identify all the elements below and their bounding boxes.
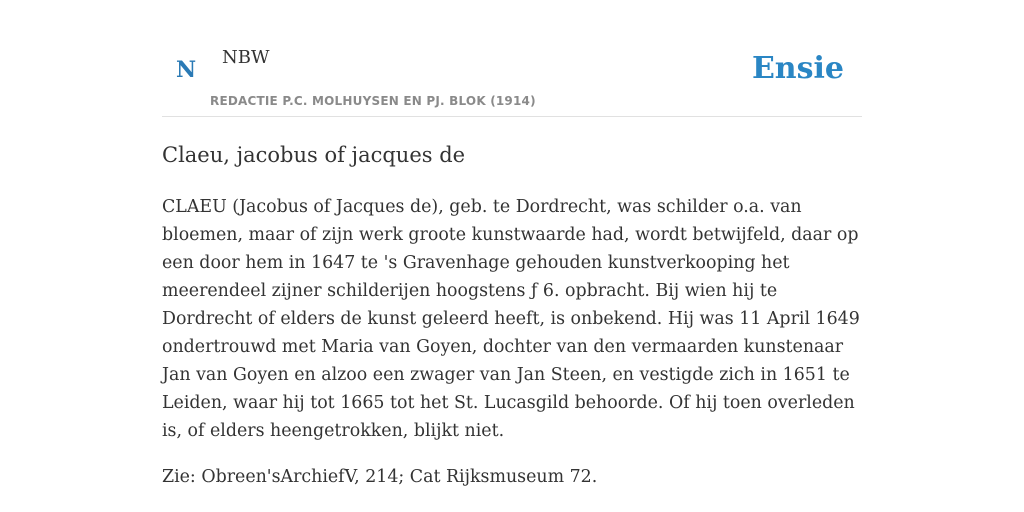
source-subtitle: REDACTIE P.C. MOLHUYSEN EN PJ. BLOK (1914): [210, 94, 536, 108]
source-header: [162, 0, 862, 117]
article-reference: Zie: Obreen'sArchiefV, 214; Cat Rijksmuseum 72.: [162, 467, 598, 487]
article-page: [162, 0, 862, 487]
article-title: Claeu, jacobus of jacques de: [162, 143, 466, 167]
source-name[interactable]: NBW: [222, 47, 270, 68]
ensie-logo[interactable]: Ensie: [751, 51, 844, 86]
source-letter-icon: N: [176, 57, 197, 83]
article-body: CLAEU (Jacobus of Jacques de), geb. te Dordrecht, was schilder o.a. van bloemen, maar of zijn werk groote kunstwaarde had, wordt betwijfeld, daar op een door hem in 1647 te 's Gravenhage gehouden kunstverkooping het meerendeel zijner schilderijen hoogstens ƒ 6. opbracht. Bij wien hij te Dordrecht of elders de kunst geleerd heeft, is onbekend. Hij was 11 April 1649 ondertrouwd met Maria van Goyen, dochter van den vermaarden kunstenaar Jan van Goyen en alzoo een zwager van Jan Steen, en vestigde zich in 1651 te Leiden, waar hij tot 1665 tot het St. Lucasgild behoorde. Of hij toen overleden is, of elders heengetrokken, blijkt niet.: [162, 197, 860, 441]
